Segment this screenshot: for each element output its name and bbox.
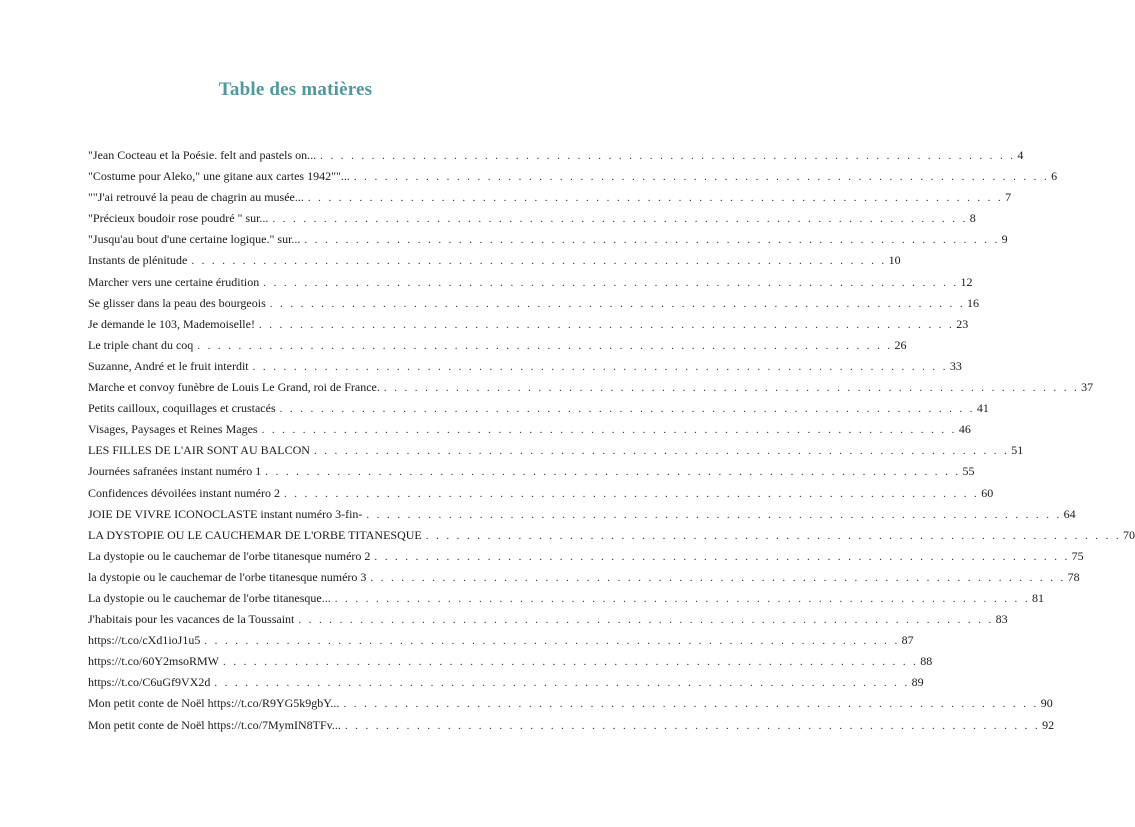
toc-entry-title: Mon petit conte de Noël https://t.co/R9YG5k9gbY... <box>88 696 340 711</box>
toc-entry[interactable] <box>88 337 907 359</box>
toc-entry-title: "Précieux boudoir rose poudré " sur... <box>88 211 269 226</box>
toc-entry-title: Le triple chant du coq <box>88 337 194 352</box>
toc-entry[interactable] <box>88 464 975 485</box>
toc-entry[interactable] <box>88 654 933 675</box>
dot-leader <box>280 403 975 415</box>
dot-leader <box>366 509 1061 521</box>
toc-entry-title: Instants de plénitude <box>88 253 188 268</box>
toc-entry-page-number: 87 <box>901 633 914 648</box>
toc-entry-title: https://t.co/cXd1ioJ1u5 <box>88 633 201 648</box>
toc-entry[interactable] <box>88 548 1084 570</box>
toc-entry-page-number: 83 <box>995 612 1008 627</box>
toc-entry-page-number: 4 <box>1017 148 1024 162</box>
toc-entry-title: Marche et convoy funèbre de Louis Le Grand, roi de France. <box>88 380 380 395</box>
dot-leader <box>374 551 1069 563</box>
toc-entry-title: Mon petit conte de Noël https://t.co/7MymIN8TFv... <box>88 717 341 732</box>
toc-entry-page-number: 70 <box>1123 527 1135 542</box>
dot-leader <box>197 340 892 352</box>
dot-leader <box>263 277 958 289</box>
toc-entry[interactable] <box>88 696 1053 717</box>
toc-entry[interactable] <box>88 443 1024 464</box>
toc-entry-title: LES FILLES DE L'AIR SONT AU BALCON <box>88 443 310 458</box>
toc-entry[interactable] <box>88 569 1080 591</box>
toc-entry-page-number: 26 <box>894 337 907 352</box>
toc-entry[interactable] <box>88 316 969 338</box>
toc-entry-page-number: 16 <box>967 295 979 310</box>
toc-entry[interactable] <box>88 169 1058 190</box>
toc-entry-page-number: 6 <box>1051 169 1058 184</box>
dot-leader <box>308 192 1003 204</box>
toc-entry-title: ""J'ai retrouvé la peau de chagrin au musée... <box>88 190 304 205</box>
toc-entry-page-number: 37 <box>1081 380 1094 395</box>
toc-entry-page-number: 51 <box>1011 443 1024 458</box>
toc-entry-title: "Jean Cocteau et la Poésie. felt and pastels on... <box>88 148 317 162</box>
toc-entry-page-number: 89 <box>911 675 924 690</box>
toc-entry[interactable] <box>88 506 1076 528</box>
toc-entry[interactable] <box>88 148 1024 169</box>
dot-leader <box>335 593 1030 605</box>
toc-entry-page-number: 90 <box>1040 696 1053 711</box>
dot-leader <box>370 572 1065 584</box>
toc-entry-title: Visages, Paysages et Reines Mages <box>88 422 258 437</box>
toc-entry-page-number: 7 <box>1005 190 1012 205</box>
toc-entry-title: Je demande le 103, Mademoiselle! <box>88 316 255 331</box>
dot-leader <box>354 171 1049 183</box>
dot-leader <box>343 698 1038 710</box>
toc-entry-page-number: 78 <box>1067 569 1080 584</box>
toc-entry[interactable] <box>88 358 962 380</box>
table-of-contents <box>88 148 1135 739</box>
toc-entry[interactable] <box>88 253 901 274</box>
toc-entry-page-number: 81 <box>1032 590 1044 605</box>
toc-entry[interactable] <box>88 380 1094 401</box>
toc-entry[interactable] <box>88 401 989 422</box>
toc-entry[interactable] <box>88 190 1012 211</box>
toc-entry-title: Journées safranées instant numéro 1 <box>88 464 262 479</box>
toc-entry-page-number: 10 <box>888 253 901 268</box>
dot-leader <box>304 234 999 246</box>
page-title: Table des matières <box>218 78 373 100</box>
dot-leader <box>223 656 918 668</box>
toc-entry-page-number: 46 <box>958 422 971 437</box>
toc-entry[interactable] <box>88 422 971 443</box>
dot-leader <box>265 466 960 478</box>
toc-entry[interactable] <box>88 590 1044 612</box>
dot-leader <box>214 677 909 689</box>
toc-entry[interactable] <box>88 612 1008 633</box>
toc-entry-page-number: 23 <box>956 316 969 331</box>
toc-entry-title: https://t.co/60Y2msoRMW <box>88 654 220 669</box>
toc-entry-title: La dystopie ou le cauchemar de l'orbe titanesque numéro 2 <box>88 548 371 563</box>
toc-entry-page-number: 8 <box>969 211 976 226</box>
dot-leader <box>320 150 1015 162</box>
toc-entry-page-number: 9 <box>1001 232 1008 247</box>
toc-entry[interactable] <box>88 211 976 232</box>
dot-leader <box>272 213 967 225</box>
toc-entry-page-number: 12 <box>960 274 973 289</box>
toc-entry-title: J'habitais pour les vacances de la Toussaint <box>88 612 295 627</box>
toc-entry-page-number: 75 <box>1071 548 1084 563</box>
toc-entry-page-number: 60 <box>981 485 994 500</box>
toc-entry-title: La dystopie ou le cauchemar de l'orbe titanesque... <box>88 590 331 605</box>
toc-entry-title: Se glisser dans la peau des bourgeois <box>88 295 266 310</box>
toc-entry-title: JOIE DE VIVRE ICONOCLASTE instant numéro 3-fin- <box>88 506 363 521</box>
dot-leader <box>384 382 1079 394</box>
toc-entry[interactable] <box>88 675 924 696</box>
toc-entry-title: la dystopie ou le cauchemar de l'orbe titanesque numéro 3 <box>88 569 367 584</box>
toc-entry-page-number: 33 <box>949 358 962 373</box>
dot-leader <box>259 319 954 331</box>
toc-entry-page-number: 64 <box>1063 506 1076 521</box>
toc-entry[interactable] <box>88 295 979 317</box>
toc-entry[interactable] <box>88 232 1008 253</box>
dot-leader <box>204 635 899 647</box>
toc-entry[interactable] <box>88 274 973 296</box>
dot-leader <box>426 530 1121 542</box>
toc-entry-title: Marcher vers une certaine érudition <box>88 274 260 289</box>
dot-leader <box>262 424 957 436</box>
toc-entry-page-number: 55 <box>962 464 975 479</box>
dot-leader <box>253 361 948 373</box>
toc-entry-title: Confidences dévoilées instant numéro 2 <box>88 485 280 500</box>
toc-entry-title: "Costume pour Aleko," une gitane aux cartes 1942""... <box>88 169 350 184</box>
dot-leader <box>314 445 1009 457</box>
toc-entry[interactable] <box>88 633 914 654</box>
toc-entry-page-number: 92 <box>1042 717 1055 732</box>
toc-entry[interactable] <box>88 717 1055 739</box>
toc-entry-title: LA DYSTOPIE OU LE CAUCHEMAR DE L'ORBE TITANESQUE <box>88 527 422 542</box>
dot-leader <box>298 614 993 626</box>
toc-entry-title: https://t.co/C6uGf9VX2d <box>88 675 211 690</box>
toc-entry-title: "Jusqu'au bout d'une certaine logique." sur... <box>88 232 301 247</box>
toc-entry[interactable] <box>88 485 994 507</box>
toc-entry-page-number: 41 <box>976 401 989 416</box>
dot-leader <box>345 720 1040 732</box>
toc-entry[interactable] <box>88 527 1135 549</box>
toc-entry-title: Petits cailloux, coquillages et crustacés <box>88 401 276 416</box>
dot-leader <box>191 255 886 267</box>
dot-leader <box>270 298 965 310</box>
dot-leader <box>284 488 979 500</box>
toc-entry-page-number: 88 <box>920 654 933 669</box>
toc-entry-title: Suzanne, André et le fruit interdit <box>88 358 249 373</box>
